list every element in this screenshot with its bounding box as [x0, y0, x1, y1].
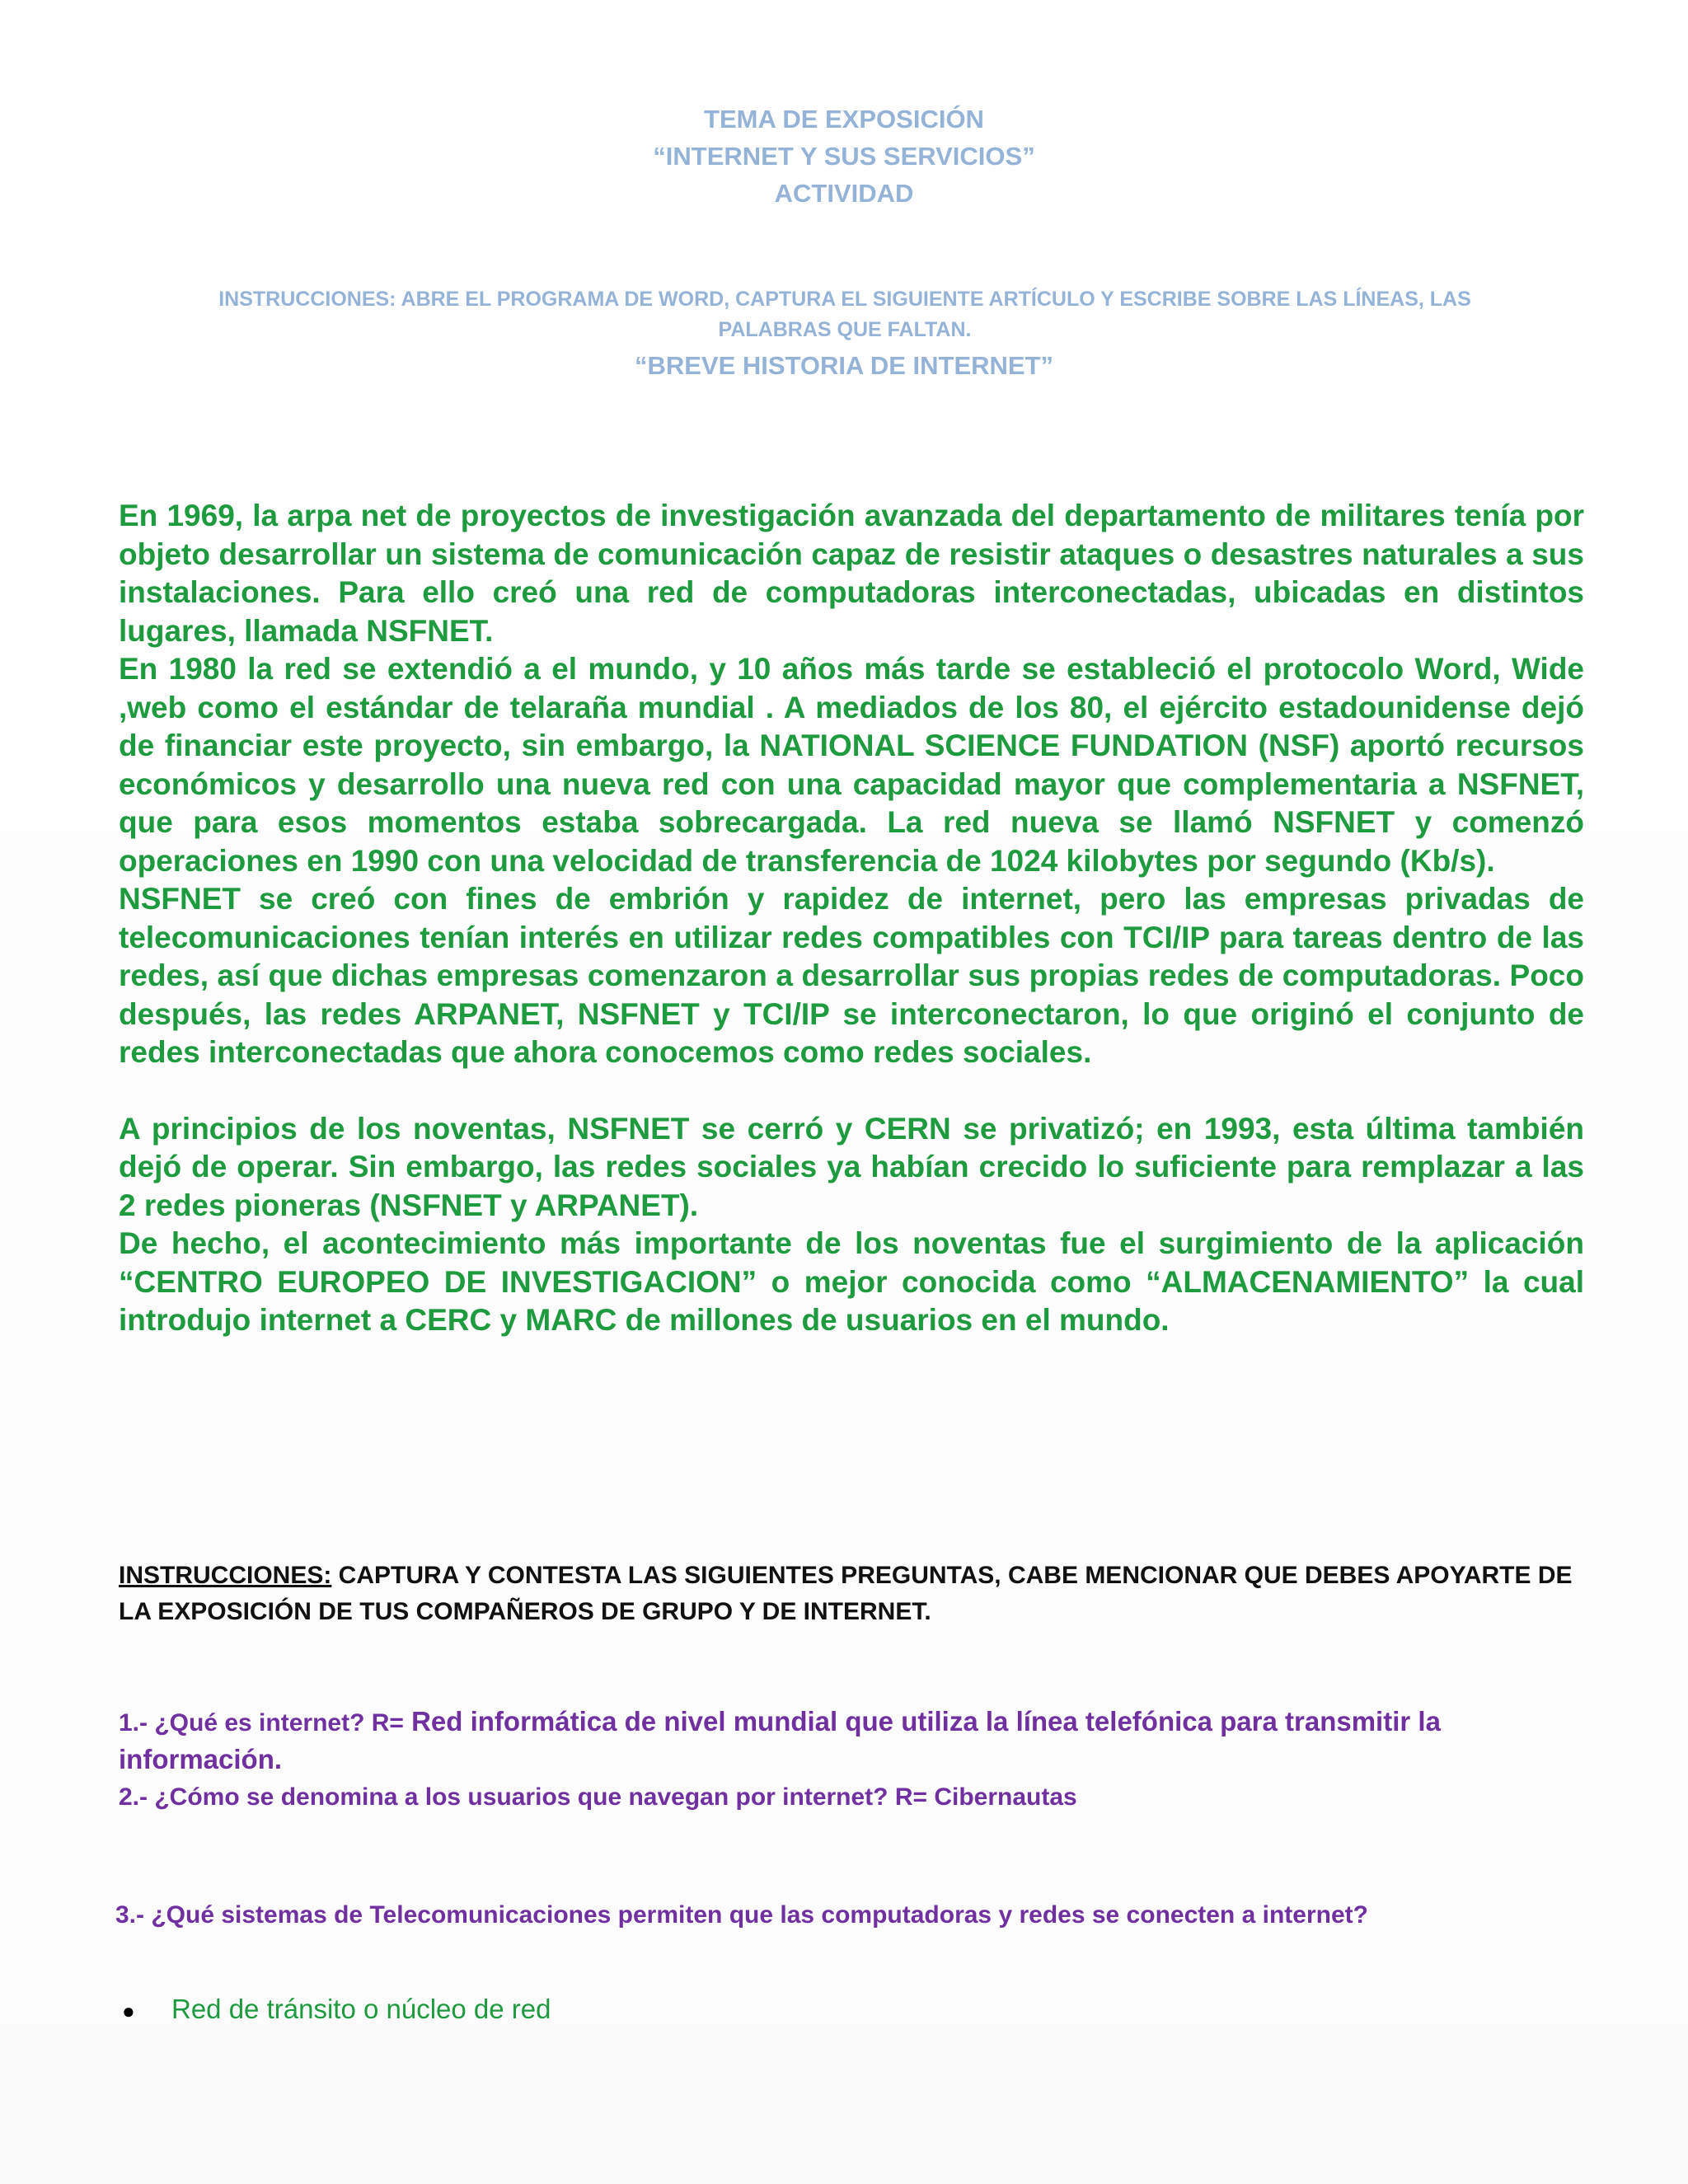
article-paragraph: En 1980 la red se extendió a el mundo, y 10 años más tarde se estableció el protocolo Word, Wide ,web como el estándar de telaraña mundial . A mediados de los 80, el ejército estadounidense dejó de financiar este proyecto, sin embargo, la NATIONAL SCIENCE FUNDATION (NSF) aportó recursos económicos y desarrollo una nueva red con una capacidad mayor que complementaria a NSFNET, que para esos momentos estaba sobrecargada. La red nueva se llamó NSFNET y comenzó operaciones en 1990 con una velocidad de transferencia de 1024 kilobytes por segundo (Kb/s).: [119, 652, 1584, 878]
instructions-text: CAPTURA Y CONTESTA LAS SIGUIENTES PREGUNTAS, CABE MENCIONAR QUE DEBES APOYARTE DE LA EXPOSICIÓN DE TUS COMPAÑEROS DE GRUPO Y DE INTERNET.: [119, 1562, 1573, 1625]
header-topic: TEMA DE EXPOSICIÓN: [704, 105, 984, 134]
article-paragraph: NSFNET se creó con fines de embrión y rapidez de internet, pero las empresas privadas de telecomunicaciones tenían interés en utilizar redes compatibles con TCI/IP para tareas dentro de las redes, así que dichas empresas comenzaron a desarrollar sus propias redes de computadoras. Poco después, las redes ARPANET, NSFNET y TCI/IP se interconectaron, lo que originó el conjunto de redes interconectadas que ahora conocemos como redes sociales.: [119, 882, 1584, 1069]
instructions-capture: INSTRUCCIONES: ABRE EL PROGRAMA DE WORD, CAPTURA EL SIGUIENTE ARTÍCULO Y ESCRIBE SOBRE LAS LÍNEAS, LAS PALABRAS QUE FALTAN.: [218, 288, 1471, 341]
exposition-header: [0, 101, 1688, 212]
question-3: 3.- ¿Qué sistemas de Telecomunicaciones permiten que las computadoras y redes se conecten a internet?: [115, 1901, 1368, 1929]
bullet-icon: ●: [122, 1999, 135, 2023]
list-item: [122, 1991, 1441, 2029]
list-item-text: Red de tránsito o núcleo de red: [171, 1994, 551, 2024]
header-activity: ACTIVIDAD: [774, 179, 914, 208]
article-body: [119, 497, 1584, 1340]
article-paragraph: En 1969, la arpa net de proyectos de investigación avanzada del departamento de militares tenía por objeto desarrollar un sistema de comunicación capaz de resistir ataques o desastres naturales a sus instalaciones. Para ello creó una red de computadoras interconectadas, ubicadas en distintos lugares, llamada NSFNET.: [119, 499, 1584, 648]
question-1-answer: Red informática de nivel mundial que utiliza la línea telefónica para transmitir la información.: [119, 1706, 1441, 1774]
instructions-questions: [119, 1558, 1584, 1630]
header-title: “INTERNET Y SUS SERVICIOS”: [653, 142, 1035, 171]
question-2: 2.- ¿Cómo se denomina a los usuarios que navegan por internet? R= Cibernautas: [119, 1783, 1077, 1811]
question-1-label: 1.- ¿Qué es internet? R=: [119, 1709, 404, 1736]
question-1: [119, 1704, 1594, 1778]
instructions-label: INSTRUCCIONES:: [119, 1562, 332, 1589]
article-paragraph: A principios de los noventas, NSFNET se cerró y CERN se privatizó; en 1993, esta última también dejó de operar. Sin embargo, las redes sociales ya habían crecido lo suficiente para remplazar a las 2 redes pioneras (NSFNET y ARPANET).: [119, 1111, 1584, 1222]
article-title: “BREVE HISTORIA DE INTERNET”: [634, 351, 1054, 380]
article-paragraph: De hecho, el acontecimiento más importante de los noventas fue el surgimiento de la aplicación “CENTRO EUROPEO DE INVESTIGACION” o mejor conocida como “ALMACENAMIENTO” la cual introdujo internet a CERC y MARC de millones de usuarios en el mundo.: [119, 1226, 1584, 1337]
